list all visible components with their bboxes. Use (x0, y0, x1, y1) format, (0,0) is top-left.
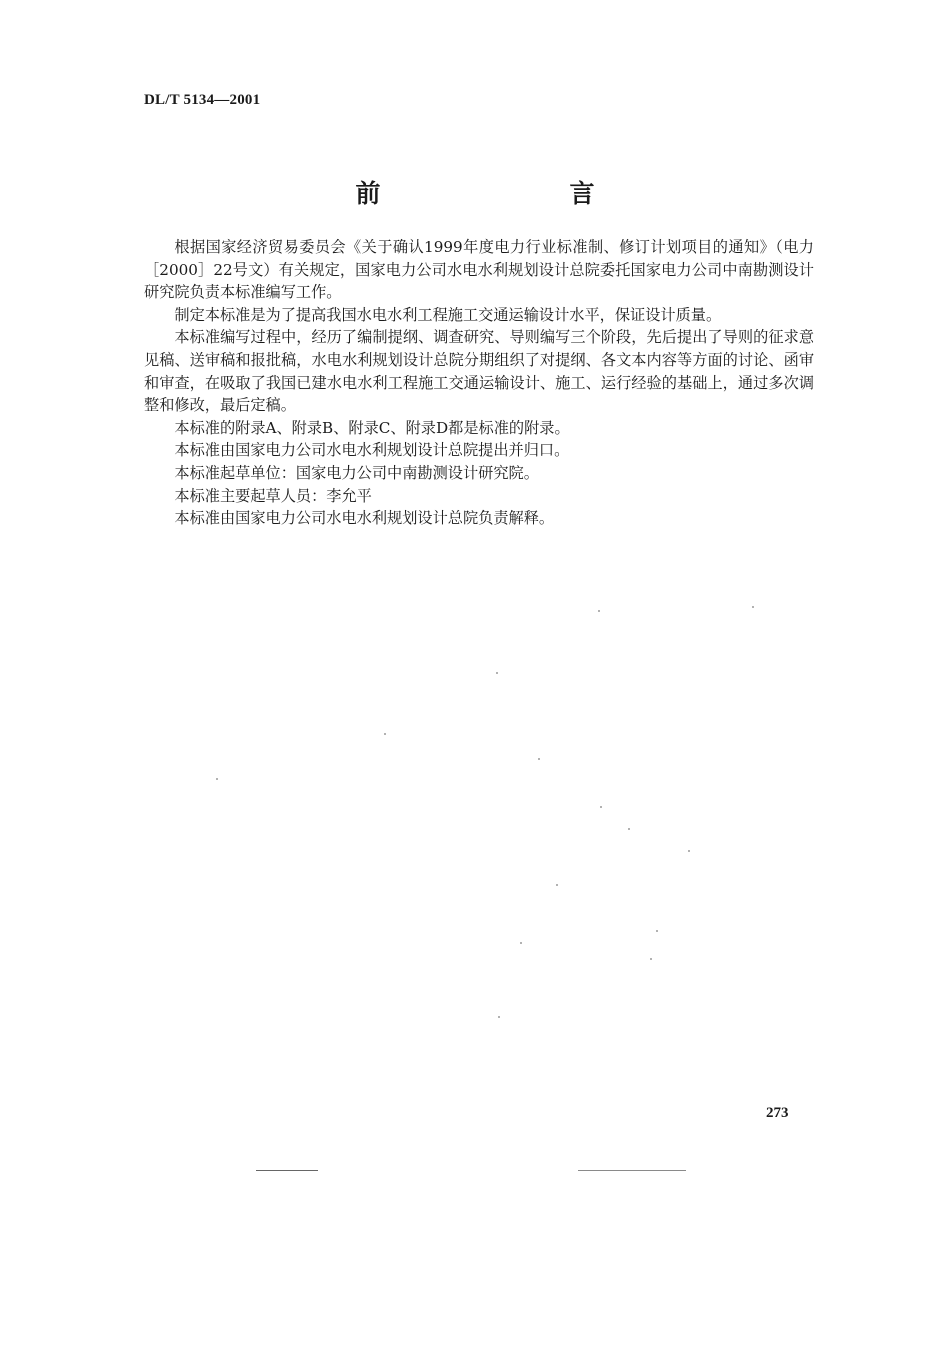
scan-speck (384, 733, 386, 735)
paragraph: 本标准的附录A、附录B、附录C、附录D都是标准的附录。 (174, 418, 570, 437)
scan-speck (520, 942, 522, 944)
scan-speck (496, 672, 498, 674)
scan-speck (752, 606, 754, 608)
paragraph: 本标准主要起草人员：李允平 (174, 486, 372, 505)
scan-speck (650, 958, 652, 960)
scan-speck (498, 1016, 500, 1018)
paragraph: 根据国家经济贸易委员会《关于确认1999年度电力行业标准制、修订计划项目的通知》（电力［2000］22号文）有关规定，国家电力公司水电水利规划设计总院委托国家电力公司中南勘测设计研究院负责本标准编写工作。 (144, 238, 814, 302)
standard-code: DL/T 5134—2001 (144, 92, 261, 108)
scan-speck (628, 828, 630, 830)
scan-speck (598, 610, 600, 612)
scan-speck (656, 930, 658, 932)
foreword-body (144, 236, 814, 530)
page-number: 273 (766, 1105, 789, 1121)
paragraph: 本标准由国家电力公司水电水利规划设计总院负责解释。 (174, 509, 555, 528)
scan-speck (216, 778, 218, 780)
scan-line-left (256, 1170, 318, 1171)
scan-speck (600, 806, 602, 808)
scan-speck (688, 850, 690, 852)
paragraph: 本标准由国家电力公司水电水利规划设计总院提出并归口。 (174, 441, 570, 460)
scan-speck (538, 758, 540, 760)
scan-speck (556, 884, 558, 886)
scan-line-right (578, 1170, 686, 1171)
paragraph: 本标准起草单位：国家电力公司中南勘测设计研究院。 (174, 463, 539, 482)
paragraph: 本标准编写过程中，经历了编制提纲、调查研究、导则编写三个阶段，先后提出了导则的征求意见稿、送审稿和报批稿，水电水利规划设计总院分期组织了对提纲、各文本内容等方面的讨论、函审和审查，在吸取了我国已建水电水利工程施工交通运输设计、施工、运行经验的基础上，通过多次调整和修改，最后定稿。 (144, 328, 814, 415)
paragraph: 制定本标准是为了提高我国水电水利工程施工交通运输设计水平，保证设计质量。 (174, 305, 722, 324)
page-title: 前 言 (355, 179, 677, 208)
